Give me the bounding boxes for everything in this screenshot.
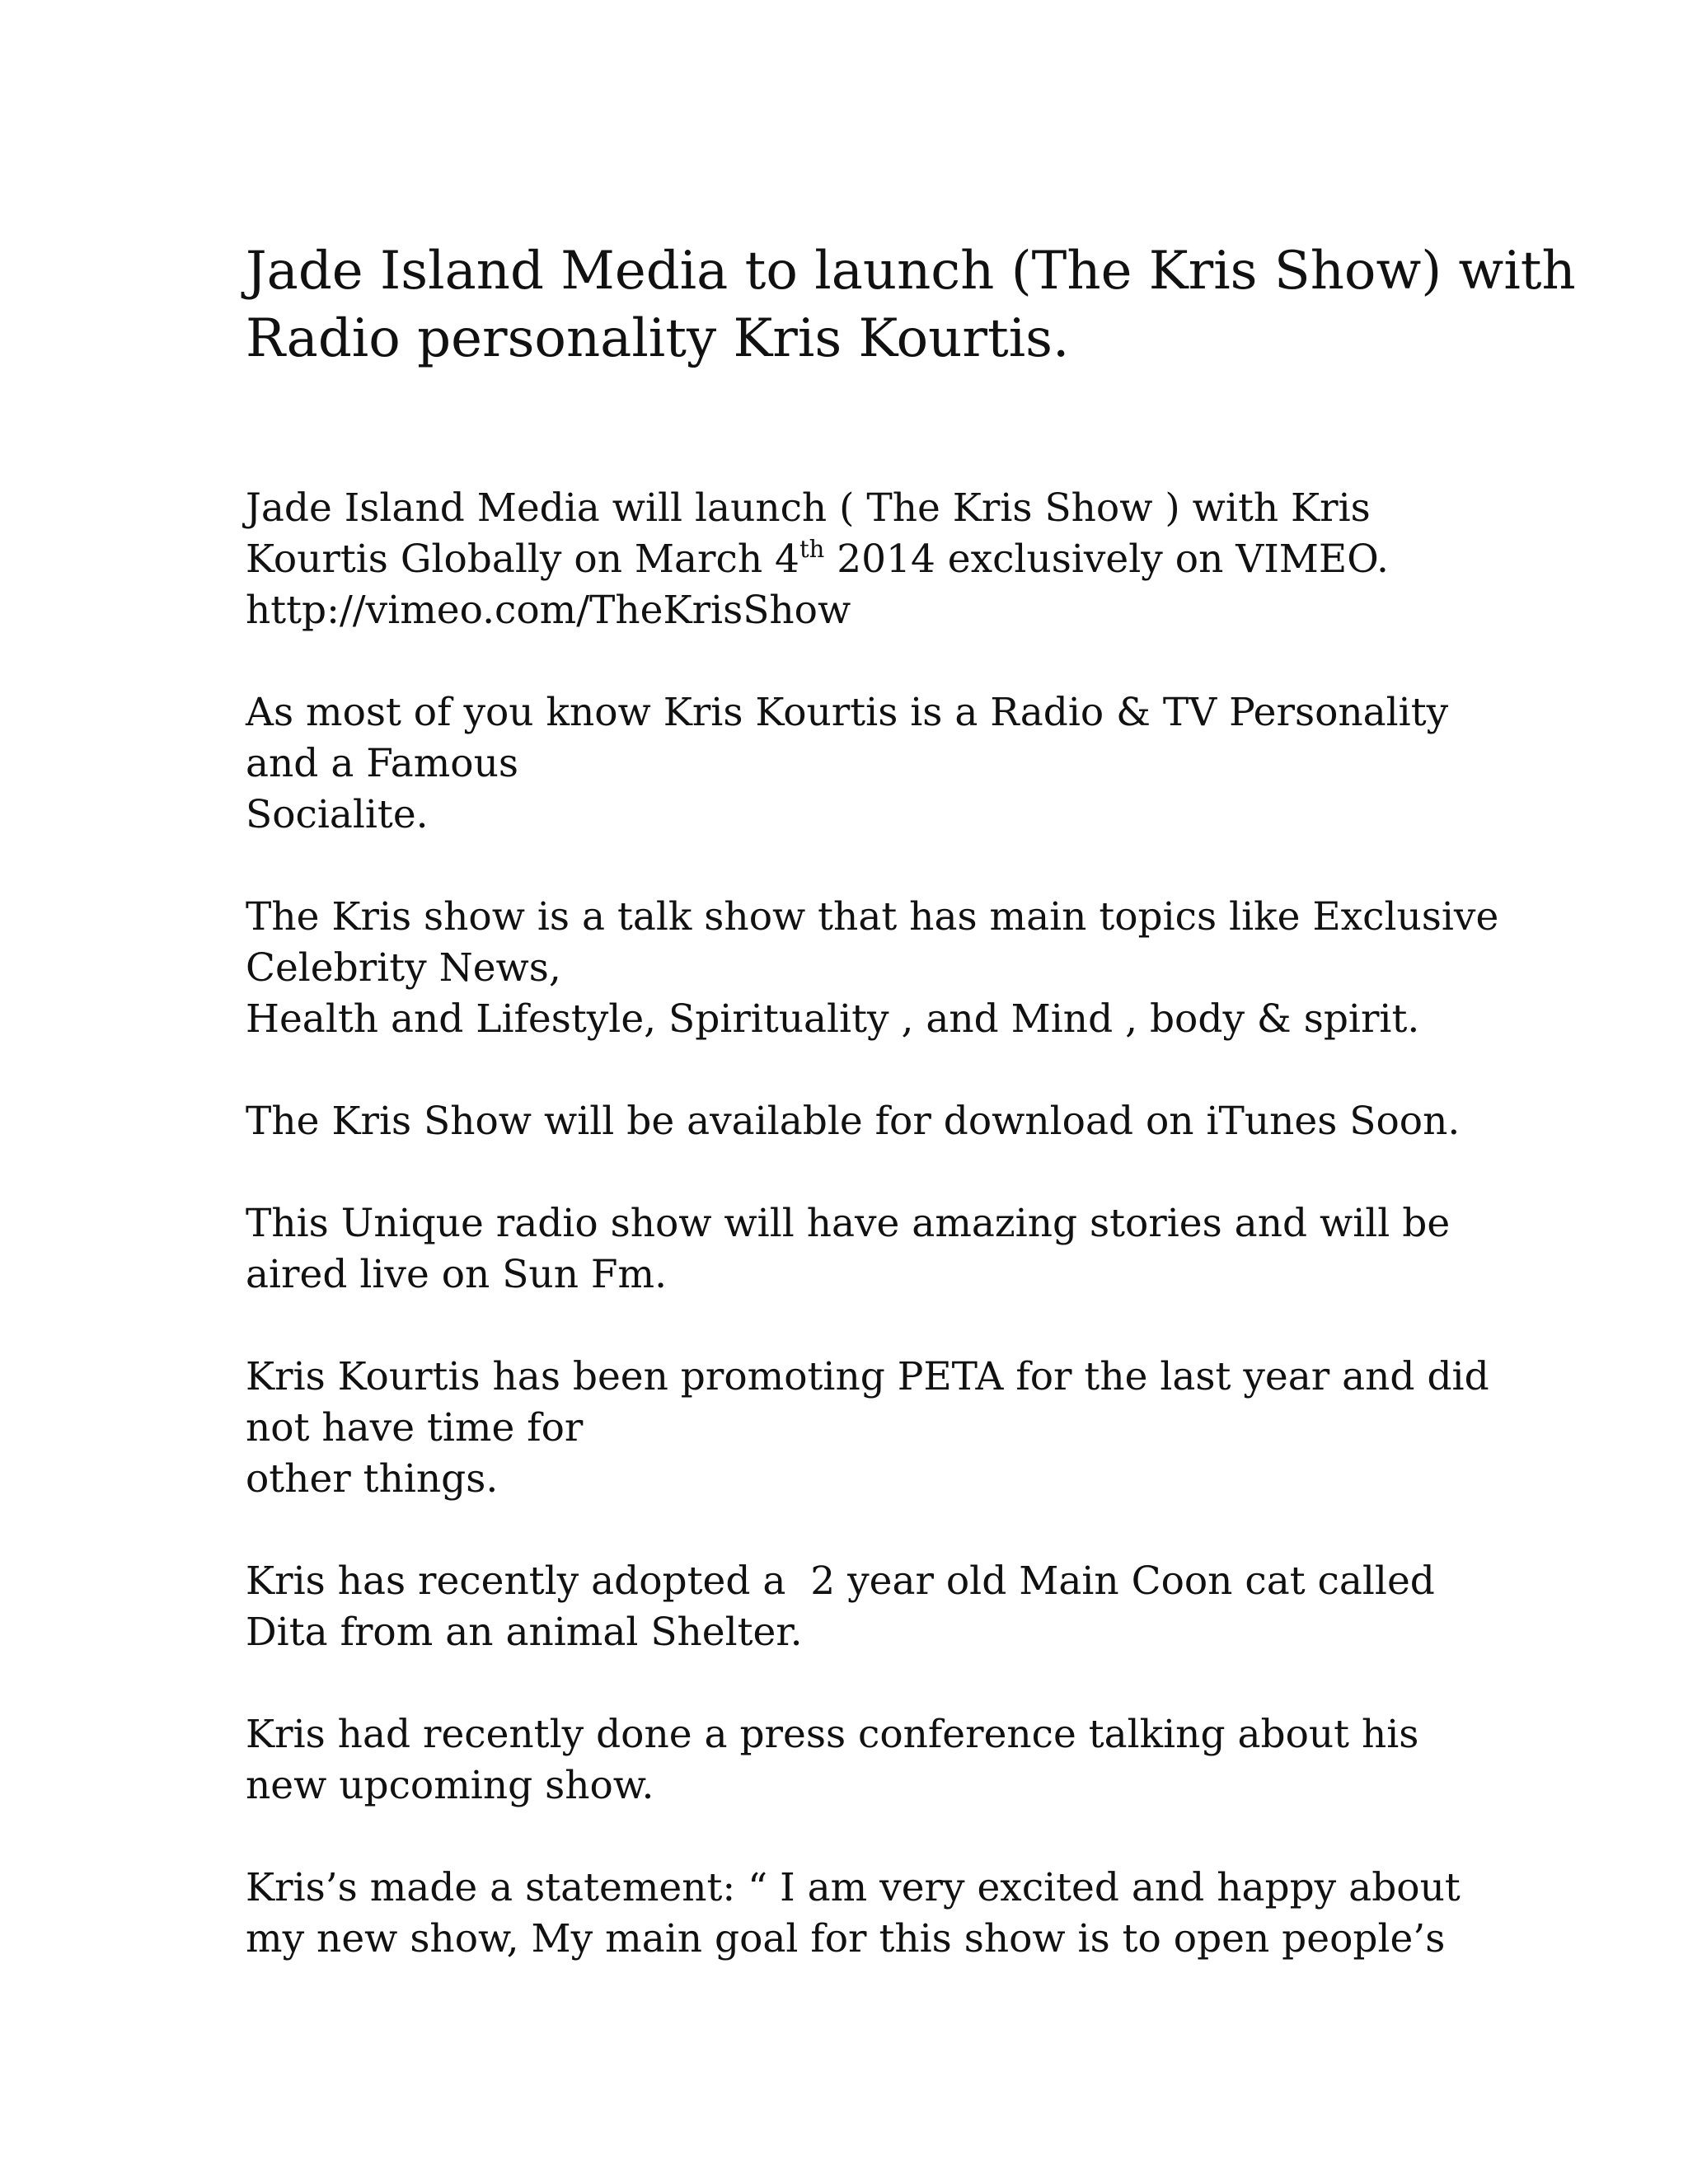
press-release-title	[246, 237, 1576, 373]
paragraph-spacer	[246, 1505, 1564, 1556]
paragraph-spacer	[246, 1658, 1564, 1709]
paragraph-line-with-date	[246, 534, 1564, 585]
paragraph-line: Socialite.	[246, 792, 429, 837]
paragraph-peta	[246, 1352, 1564, 1505]
paragraph-spacer	[246, 1045, 1564, 1096]
paragraph-line: not have time for	[246, 1405, 584, 1451]
paragraph-line: aired live on Sun Fm.	[246, 1252, 668, 1297]
paragraph-line: The Kris show is a talk show that has main topics like Exclusive	[246, 894, 1499, 940]
paragraph-spacer	[246, 841, 1564, 892]
paragraph-line: and a Famous	[246, 741, 518, 786]
paragraph-line: Dita from an animal Shelter.	[246, 1610, 803, 1655]
paragraph-line: other things.	[246, 1456, 499, 1502]
paragraph-line: Kris had recently done a press conference talking about his	[246, 1712, 1419, 1757]
paragraph-line: Celebrity News,	[246, 945, 561, 991]
paragraph-spacer	[246, 1811, 1564, 1863]
paragraph-press-conference	[246, 1709, 1564, 1811]
paragraph-line: This Unique radio show will have amazing stories and will be	[246, 1201, 1451, 1246]
ordinal-superscript: th	[799, 535, 825, 563]
paragraph-spacer	[246, 1301, 1564, 1352]
paragraph-line: The Kris Show will be available for download on iTunes Soon.	[246, 1099, 1461, 1144]
date-text-continued: 2014 exclusively on VIMEO.	[824, 537, 1389, 582]
paragraph-show-topics	[246, 892, 1564, 1045]
vimeo-url: http://vimeo.com/TheKrisShow	[246, 588, 851, 633]
paragraph-spacer	[246, 636, 1564, 687]
paragraph-line: Health and Lifestyle, Spirituality , and Mind , body & spirit.	[246, 996, 1420, 1042]
paragraph-sun-fm	[246, 1198, 1564, 1301]
press-release-body	[246, 483, 1564, 1965]
paragraph-itunes	[246, 1096, 1564, 1147]
paragraph-line: new upcoming show.	[246, 1763, 654, 1808]
paragraph-statement	[246, 1863, 1564, 1965]
paragraph-spacer	[246, 1147, 1564, 1198]
paragraph-line: Kris Kourtis has been promoting PETA for the last year and did	[246, 1354, 1489, 1399]
title-line: Jade Island Media to launch (The Kris Show) with	[246, 241, 1576, 302]
paragraph-line: Kris’s made a statement: “ I am very excited and happy about	[246, 1865, 1461, 1910]
paragraph-personality	[246, 687, 1564, 841]
date-text: Kourtis Globally on March 4	[246, 537, 799, 582]
paragraph-line: As most of you know Kris Kourtis is a Radio & TV Personality	[246, 690, 1449, 735]
paragraph-line: my new show, My main goal for this show is to open people’s	[246, 1916, 1446, 1961]
paragraph-launch	[246, 483, 1564, 636]
title-line: Radio personality Kris Kourtis.	[246, 308, 1070, 369]
paragraph-cat-adoption	[246, 1556, 1564, 1658]
paragraph-line: Kris has recently adopted a 2 year old Main Coon cat called	[246, 1558, 1435, 1604]
paragraph-line: Jade Island Media will launch ( The Kris Show ) with Kris	[246, 485, 1371, 531]
